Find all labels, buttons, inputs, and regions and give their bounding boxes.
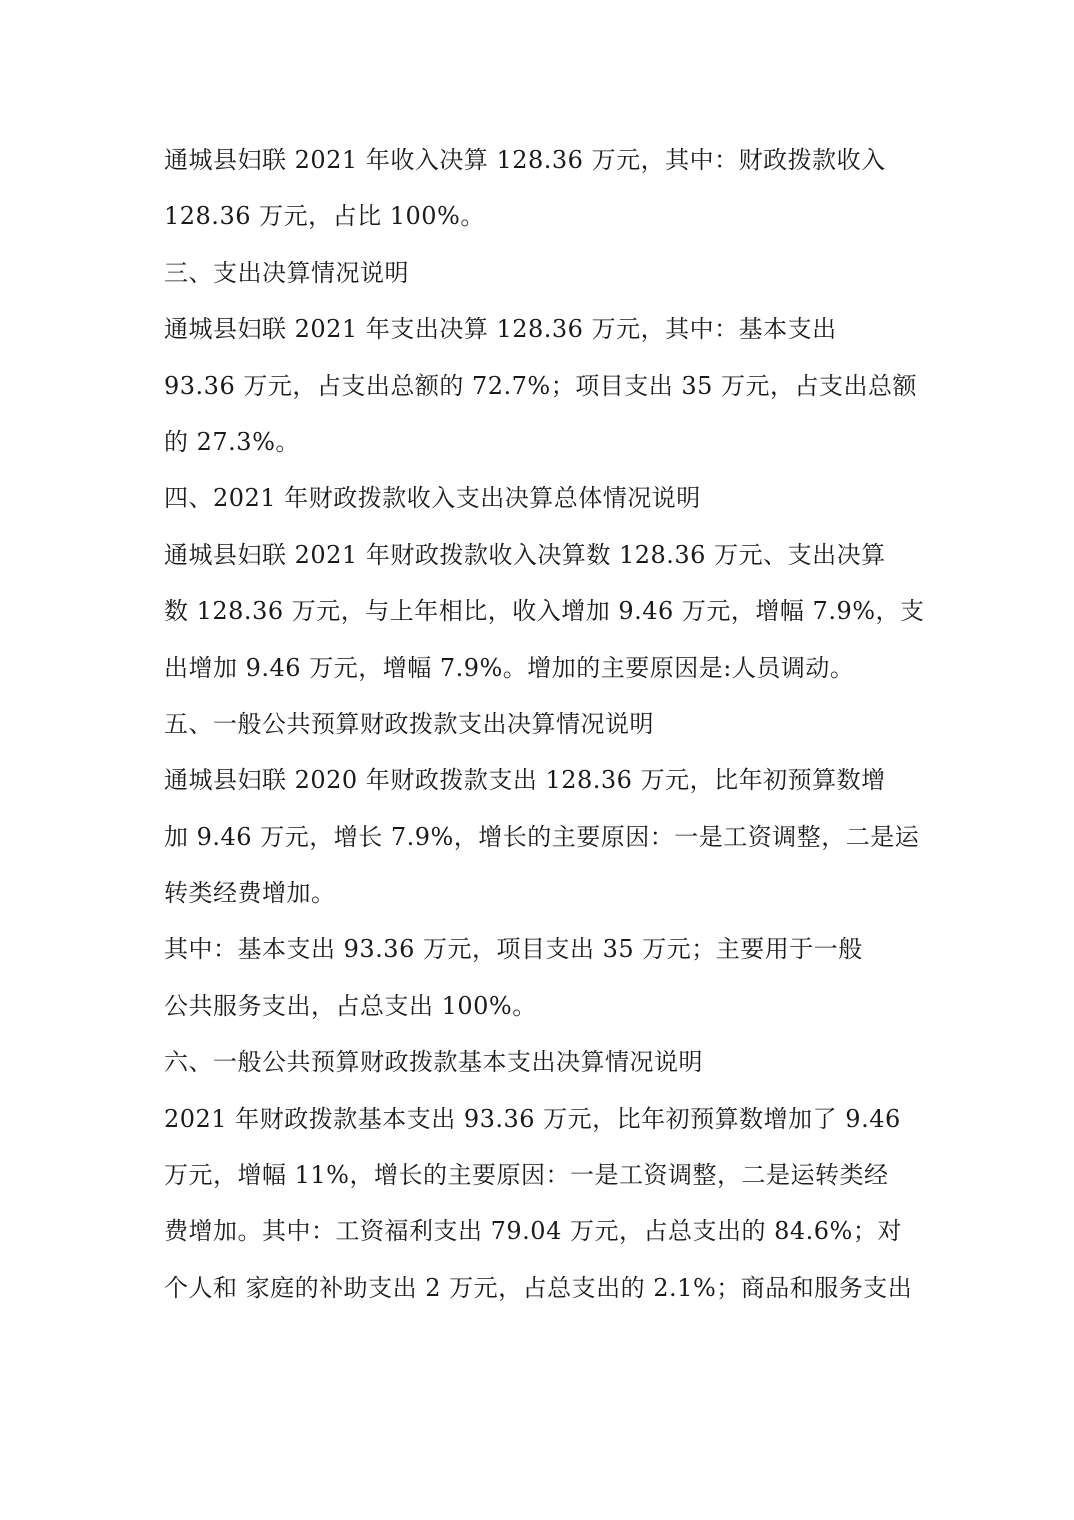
text-line: 个人和 家庭的补助支出 2 万元，占总支出的 2.1%；商品和服务支出 xyxy=(164,1273,913,1302)
text-line: 128.36 万元，占比 100%。 xyxy=(164,202,485,231)
section-heading: 三、支出决算情况说明 xyxy=(164,258,409,287)
text-line: 数 128.36 万元，与上年相比，收入增加 9.46 万元，增幅 7.9%，支 xyxy=(164,597,925,626)
text-line: 2021 年财政拨款基本支出 93.36 万元，比年初预算数增加了 9.46 xyxy=(164,1104,901,1133)
text-line: 公共服务支出，占总支出 100%。 xyxy=(164,991,537,1020)
text-line: 出增加 9.46 万元，增幅 7.9%。增加的主要原因是:人员调动。 xyxy=(164,653,855,682)
text-line: 加 9.46 万元，增长 7.9%，增长的主要原因：一是工资调整，二是运 xyxy=(164,822,920,851)
document-body xyxy=(164,132,924,1316)
section-heading: 六、一般公共预算财政拨款基本支出决算情况说明 xyxy=(164,1048,703,1077)
text-line: 通城县妇联 2021 年收入决算 128.36 万元，其中：财政拨款收入 xyxy=(164,146,886,174)
section-heading: 四、2021 年财政拨款收入支出决算总体情况说明 xyxy=(164,484,701,513)
text-line: 万元，增幅 11%，增长的主要原因：一是工资调整，二是运转类经 xyxy=(164,1161,889,1190)
text-line: 转类经费增加。 xyxy=(164,879,336,908)
text-line: 通城县妇联 2021 年财政拨款收入决算数 128.36 万元、支出决算 xyxy=(164,540,886,569)
section-heading: 五、一般公共预算财政拨款支出决算情况说明 xyxy=(164,709,654,738)
text-line: 通城县妇联 2020 年财政拨款支出 128.36 万元，比年初预算数增 xyxy=(164,766,886,795)
text-line: 费增加。其中：工资福利支出 79.04 万元，占总支出的 84.6%；对 xyxy=(164,1217,902,1246)
text-line: 其中：基本支出 93.36 万元，项目支出 35 万元；主要用于一般 xyxy=(164,935,863,964)
text-line: 的 27.3%。 xyxy=(164,427,300,456)
text-line: 93.36 万元，占支出总额的 72.7%；项目支出 35 万元，占支出总额 xyxy=(164,371,918,400)
text-line: 通城县妇联 2021 年支出决算 128.36 万元，其中：基本支出 xyxy=(164,315,837,344)
